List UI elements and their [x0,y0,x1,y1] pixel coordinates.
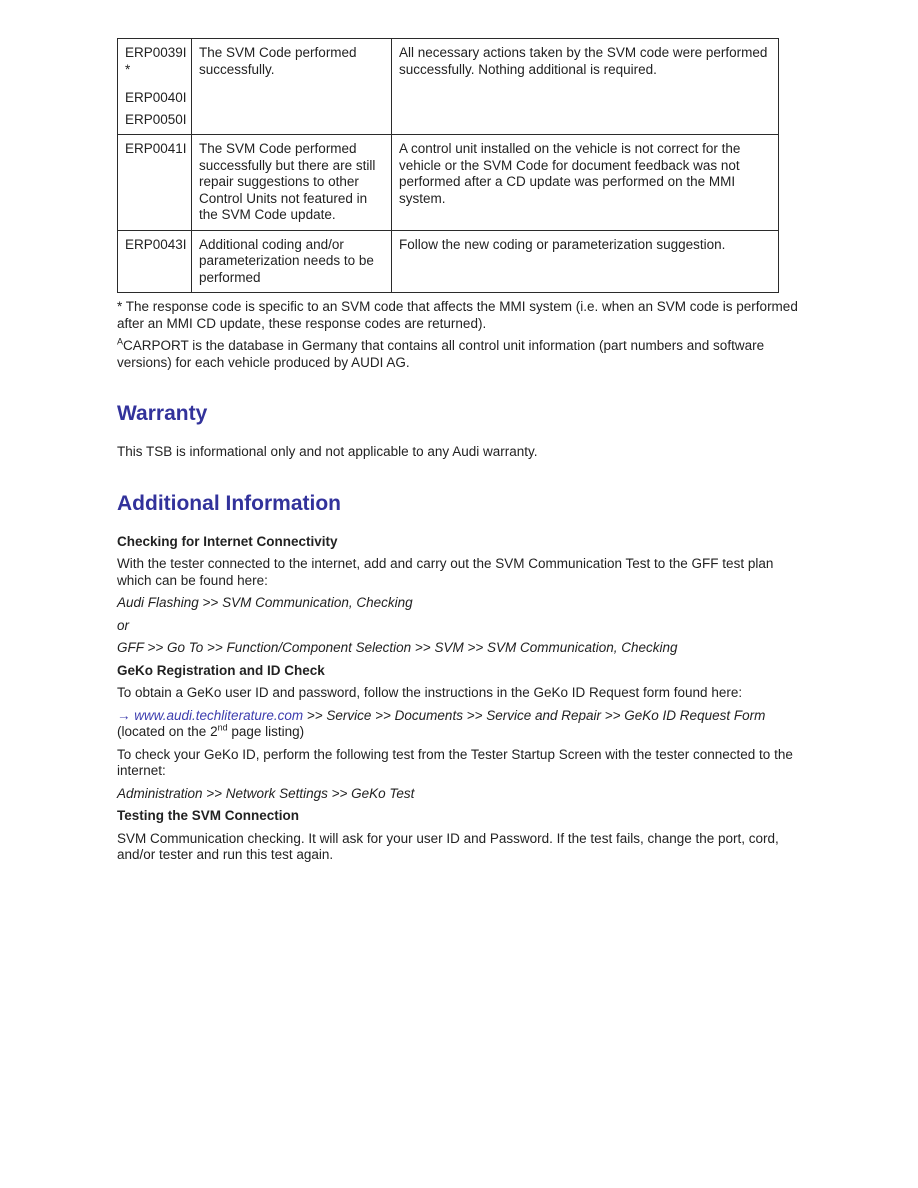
table-row [118,135,779,231]
code-cell [118,39,192,135]
response-code: ERP0043I [125,236,187,252]
menu-path-audi-flashing: Audi Flashing >> SVM Communication, Checking [117,595,413,610]
footnote-marker: * [125,61,131,77]
code-cell [118,135,192,231]
response-code-table [117,38,779,293]
techliterature-link[interactable]: www.audi.techliterature.com [134,707,304,723]
code-cell [118,230,192,293]
page-content [117,38,803,864]
subhead-testing-svm: Testing the SVM Connection [117,808,299,823]
menu-path-administration: Administration >> Network Settings >> GeKo Test [117,785,415,801]
additional-information-heading: Additional Information [117,491,341,515]
svm-test-text: SVM Communication checking. It will ask for your user ID and Password. If the test fails, change the port, cord, and/or tester and run this test again. [117,830,779,862]
subhead-geko-registration: GeKo Registration and ID Check [117,662,325,678]
internet-connectivity-text: With the tester connected to the internet, add and carry out the SVM Communication Test to the GFF test plan which can be found here: [117,556,774,588]
response-code: ERP0050I [125,111,187,127]
subhead-internet-connectivity: Checking for Internet Connectivity [117,533,338,549]
response-code: ERP0041I [125,141,187,156]
table-row [118,39,779,135]
geko-link-path: >> Service >> Documents >> Service and Repair >> GeKo ID Request Form [306,707,766,723]
response-code: ERP0040I [125,90,187,105]
warranty-text: This TSB is informational only and not applicable to any Audi warranty. [117,444,538,459]
description-cell: Additional coding and/or parameterization needs to be performed [192,230,392,293]
geko-link-line [117,708,803,741]
ordinal-superscript: nd [217,722,228,733]
footnote-carport-text: CARPORT is the database in Germany that contains all control unit information (part numbers and software versions) for each vehicle produced by AUDI AG. [117,338,765,370]
response-code: ERP0039I [125,45,187,60]
footnote-carport [117,338,803,371]
geko-check-text: To check your GeKo ID, perform the following test from the Tester Startup Screen with the tester connected to the internet: [117,746,793,778]
geko-obtain-text: To obtain a GeKo user ID and password, follow the instructions in the GeKo ID Request form found here: [117,685,743,700]
located-text-pre: (located on the 2 [117,724,218,739]
arrow-icon: → [117,707,131,723]
table-row [118,230,779,293]
footnote-superscript: A [117,336,124,347]
description-cell: The SVM Code performed successfully. [192,39,392,135]
located-text-post: page listing) [227,724,305,739]
warranty-heading: Warranty [117,402,208,425]
description-cell: The SVM Code performed successfully but there are still repair suggestions to other Control Units not featured in the SVM Code update. [192,135,392,231]
or-text: or [117,617,130,633]
footnote-asterisk: * The response code is specific to an SVM code that affects the MMI system (i.e. when an SVM code is performed after an MMI CD update, these response codes are returned). [117,299,798,331]
action-cell: All necessary actions taken by the SVM code were performed successfully. Nothing additional is required. [392,39,779,135]
action-cell: A control unit installed on the vehicle is not correct for the vehicle or the SVM Code for document feedback was not performed after a CD update was performed on the MMI system. [392,135,779,231]
action-cell: Follow the new coding or parameterization suggestion. [392,230,779,293]
menu-path-gff: GFF >> Go To >> Function/Component Selection >> SVM >> SVM Communication, Checking [117,640,678,655]
